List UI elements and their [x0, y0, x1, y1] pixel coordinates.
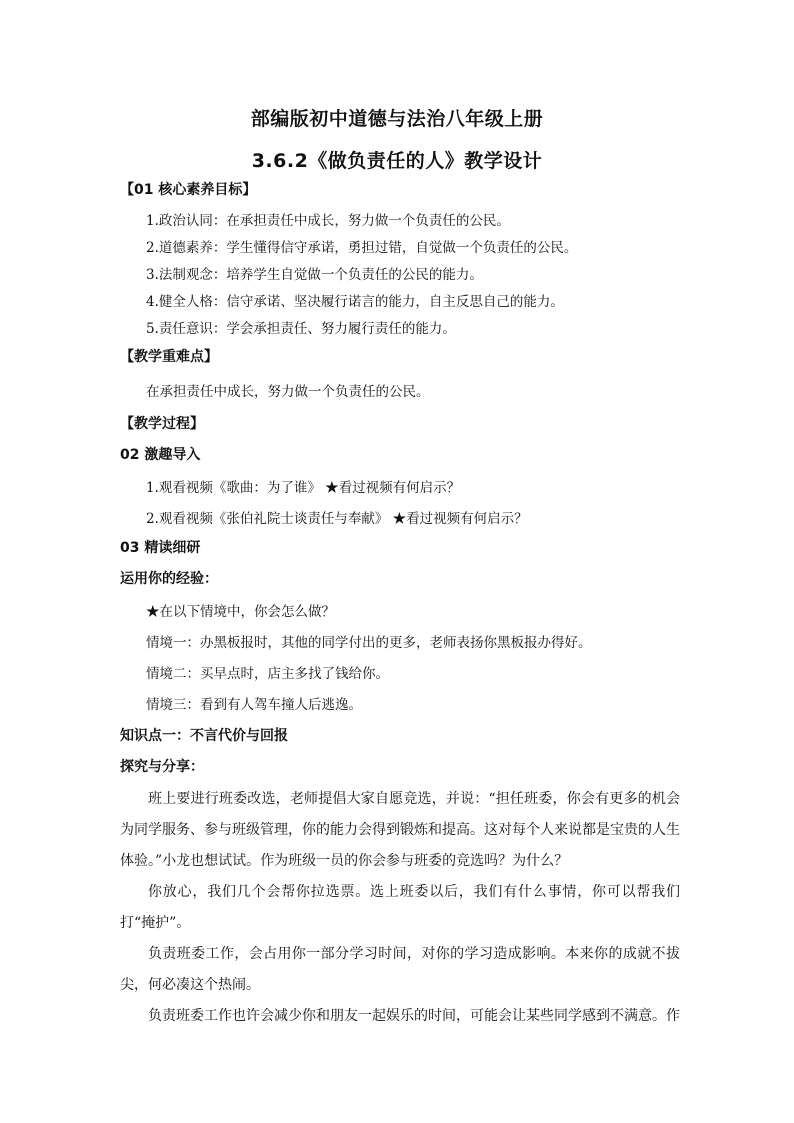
experience-item: 情境一：办黑板报时，其他的同学付出的更多，老师表扬你黑板报办得好。 [146, 635, 592, 651]
goal-item: 4.健全人格：信守承诺、坚决履行诺言的能力，自主反思自己的能力。 [146, 294, 564, 310]
goal-item: 2.道德素养：学生懂得信守承诺，勇担过错，自觉做一个负责任的公民。 [146, 240, 578, 256]
section-key-heading: 【教学重难点】 [120, 349, 218, 365]
section-process-heading: 【教学过程】 [120, 416, 204, 432]
explore-heading: 探究与分享： [120, 759, 204, 775]
paragraph: 你放心，我们几个会帮你拉选票。选上班委以后，我们有什么事情，你可以帮我们打“掩护”。 [120, 884, 680, 931]
section-goals-heading: 【01 核心素养目标】 [120, 182, 257, 198]
goal-item: 5.责任意识：学会承担责任、努力履行责任的能力。 [146, 321, 456, 337]
experience-item: 情境二：买早点时，店主多找了钱给你。 [146, 666, 389, 682]
goal-item: 1.政治认同：在承担责任中成长，努力做一个负责任的公民。 [146, 213, 510, 229]
study-heading: 03 精读细研 [120, 540, 201, 556]
intro-item: 1.观看视频《歌曲：为了谁》 ★看过视频有何启示？ [146, 480, 461, 496]
document-subtitle: 3.6.2《做负责任的人》教学设计 [251, 150, 543, 172]
paragraph: 负责班委工作也许会减少你和朋友一起娱乐的时间，可能会让某些同学感到不满意。作 [148, 1008, 680, 1024]
goal-item: 3.法制观念：培养学生自觉做一个负责任的公民的能力。 [146, 267, 483, 283]
paragraph: 班上要进行班委改选，老师提倡大家自愿竞选，并说：“担任班委，你会有更多的机会为同学服务、参与班级管理，你的能力会得到锻炼和提高。这对每个人来说都是宝贵的人生体验。”小龙也想试试。作为班级一员的你会参与班委的竞选吗？为什么？ [120, 791, 680, 869]
section-key-text: 在承担责任中成长，努力做一个负责任的公民。 [146, 384, 430, 400]
paragraph: 负责班委工作，会占用你一部分学习时间，对你的学习造成影响。本来你的成就不拔尖，何必凑这个热闹。 [120, 946, 680, 993]
intro-heading: 02 激趣导入 [120, 447, 201, 463]
experience-item: 情境三：看到有人驾车撞人后逃逸。 [146, 697, 362, 713]
knowledge-heading: 知识点一：不言代价与回报 [120, 728, 288, 744]
experience-heading: 运用你的经验： [120, 571, 218, 587]
experience-item: ★在以下情境中，你会怎么做？ [146, 604, 335, 620]
document-title: 部编版初中道德与法治八年级上册 [250, 108, 544, 130]
intro-item: 2.观看视频《张伯礼院士谈责任与奉献》 ★看过视频有何启示？ [146, 511, 528, 527]
